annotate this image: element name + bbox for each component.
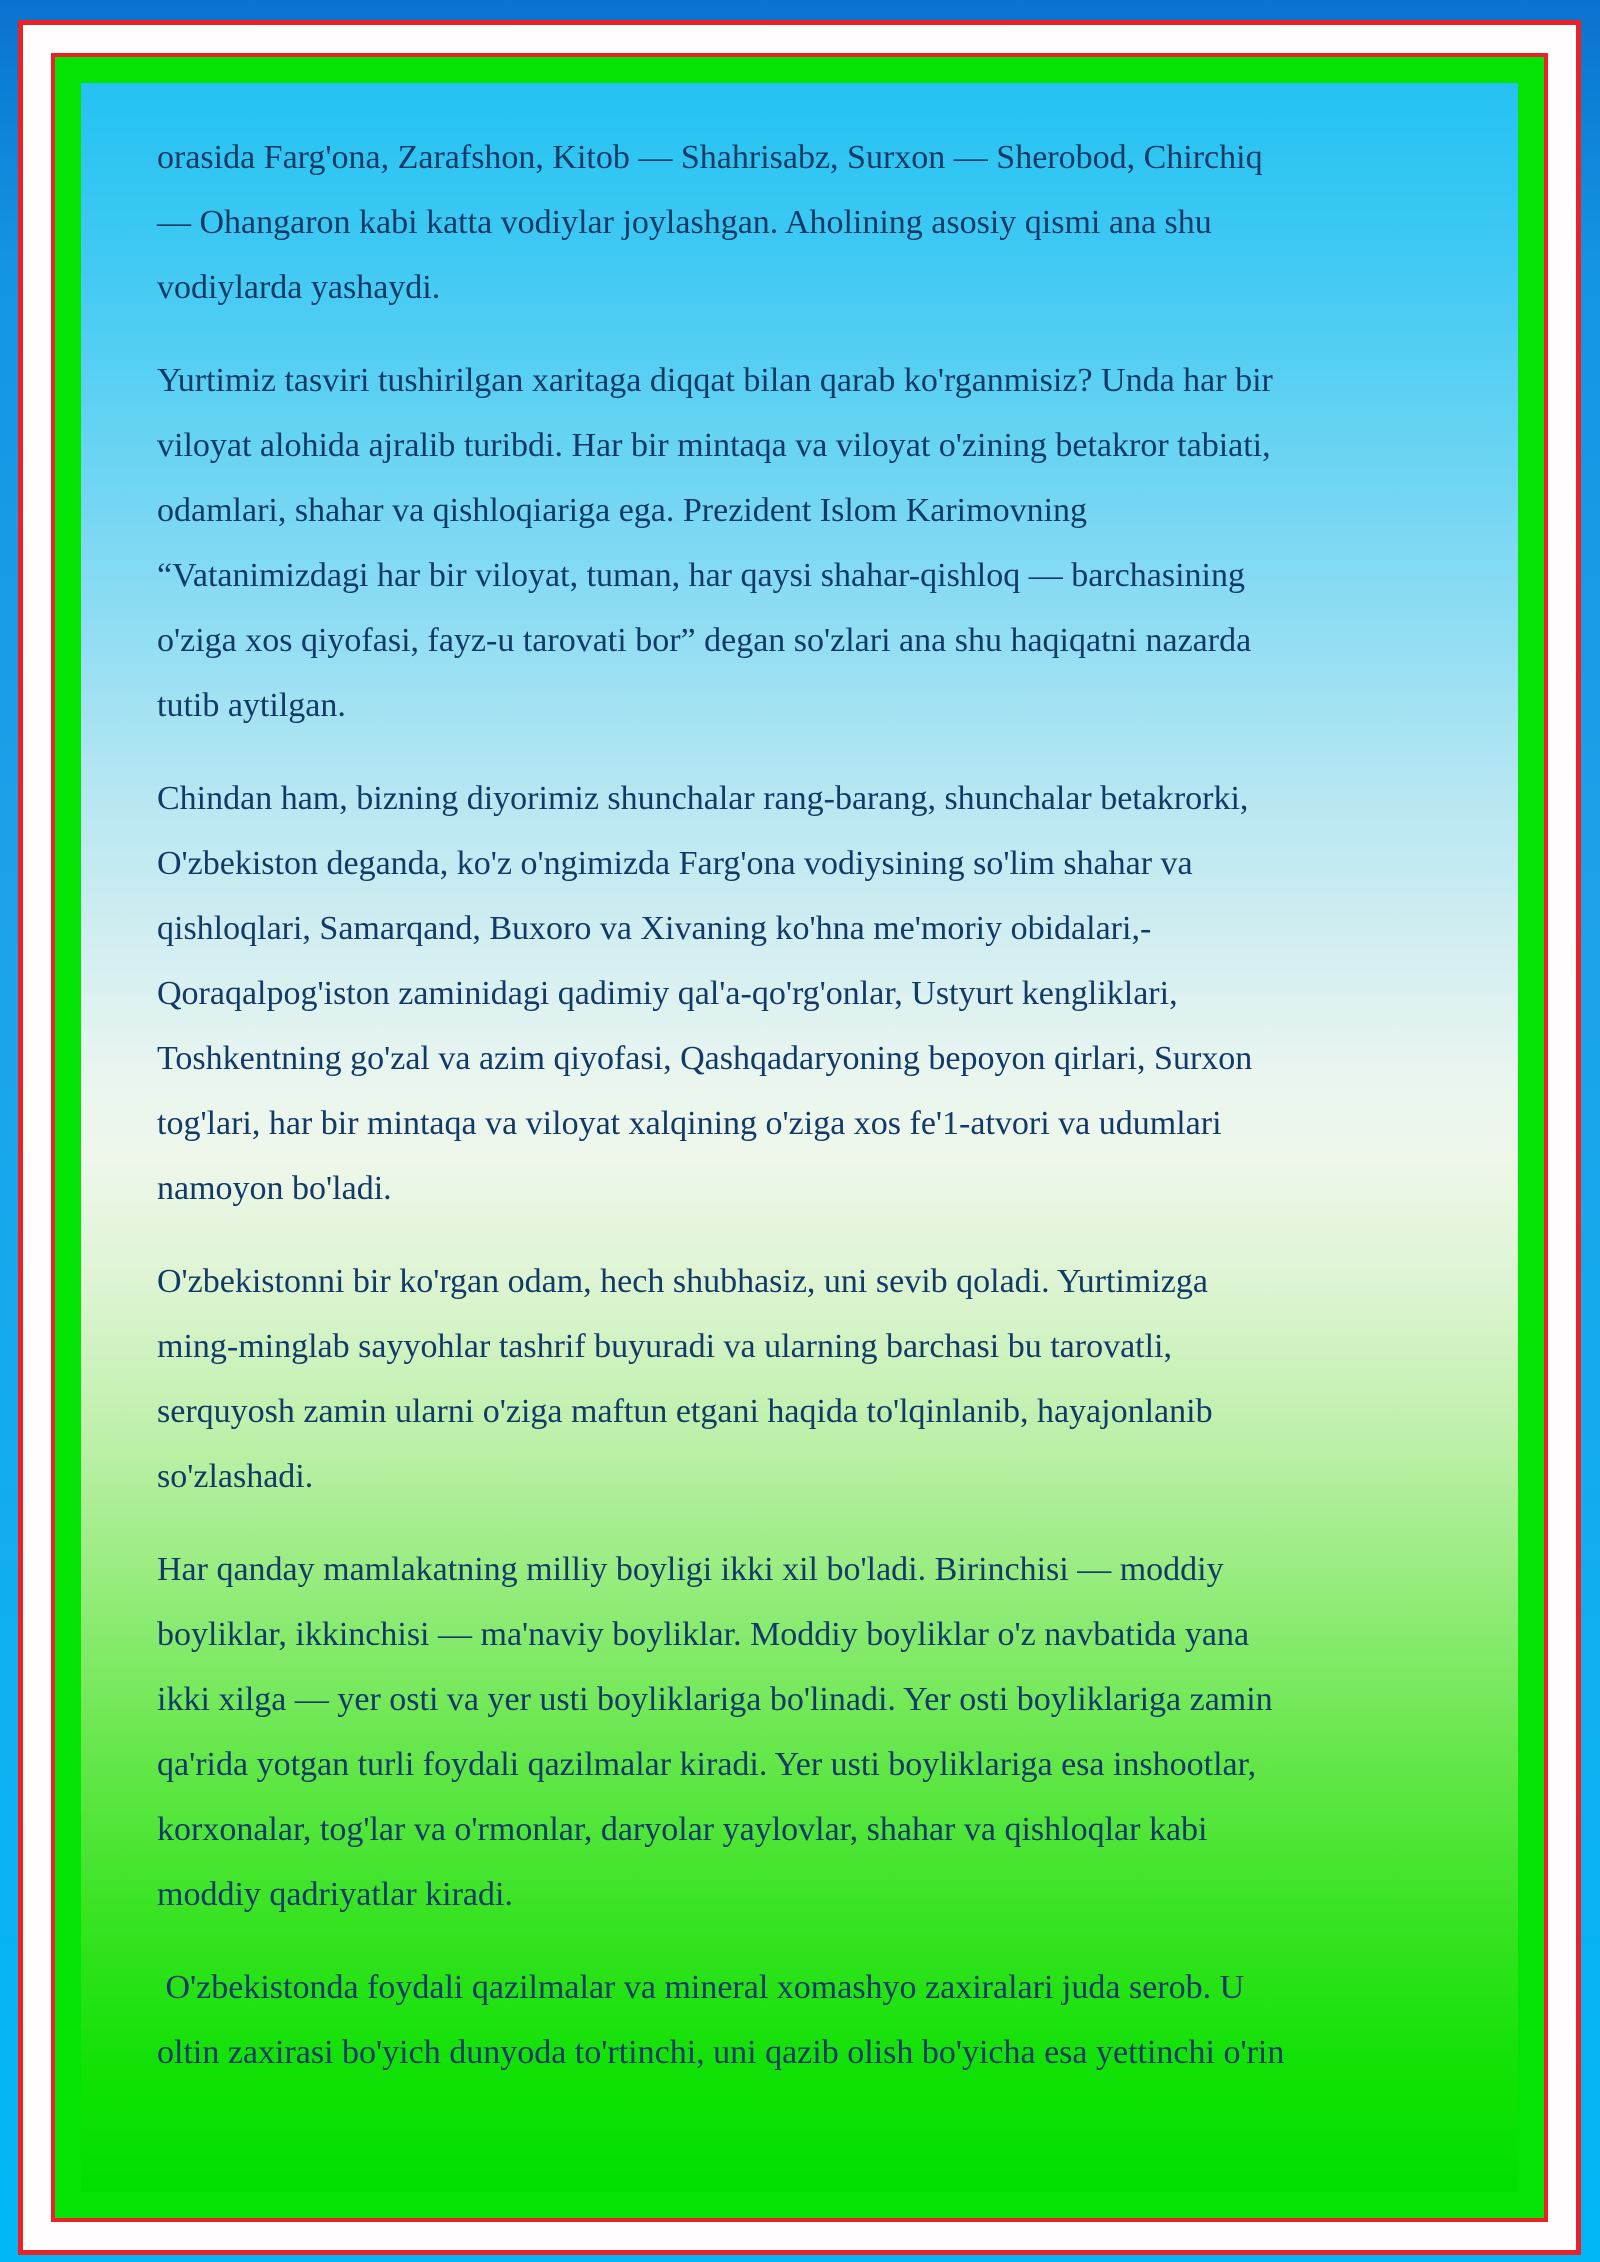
white-frame <box>18 20 1581 2255</box>
text-line: — Ohangaron kabi katta vodiylar joylashgan. Aholining asosiy qismi ana shu <box>157 204 1212 241</box>
text-line: odamlari, shahar va qishloqiariga ega. Prezident Islom Karimovning <box>157 492 1088 529</box>
text-line: qishloqlari, Samarqand, Buxoro va Xivaning ko'hna me'moriy obidalari,- <box>157 910 1152 947</box>
paragraphs-container <box>157 125 1466 2085</box>
text-line: Toshkentning go'zal va azim qiyofasi, Qashqadaryoning bepoyon qirlari, Surxon <box>157 1040 1253 1077</box>
text-line: viloyat alohida ajralib turibdi. Har bir mintaqa va viloyat o'zining betakror tabiati, <box>157 427 1271 464</box>
text-line: Har qanday mamlakatning milliy boyligi ikki xil bo'ladi. Birinchisi — moddiy <box>157 1551 1224 1588</box>
paragraph <box>157 1249 1466 1509</box>
text-line: Chindan ham, bizning diyorimiz shunchalar rang-barang, shunchalar betakrorki, <box>157 780 1249 817</box>
text-line: O'zbekistonda foydali qazilmalar va mineral xomashyo zaxiralari juda serob. U <box>157 1969 1245 2006</box>
text-line: oltin zaxirasi bo'yich dunyoda to'rtinchi, uni qazib olish bo'yicha esa yettinchi o'rin <box>157 2034 1285 2071</box>
text-line: tog'lari, har bir mintaqa va viloyat xalqining o'ziga xos fe'1-atvori va udumlari <box>157 1105 1222 1142</box>
text-line: qa'rida yotgan turli foydali qazilmalar kiradi. Yer usti boyliklariga esa inshootlar, <box>157 1746 1257 1783</box>
text-line: ikki xilga — yer osti va yer usti boyliklariga bo'linadi. Yer osti boyliklariga zamin <box>157 1681 1273 1718</box>
paragraph <box>157 125 1466 320</box>
text-line: Yurtimiz tasviri tushirilgan xaritaga diqqat bilan qarab ko'rganmisiz? Unda har bir <box>157 362 1273 399</box>
text-line: ming-minglab sayyohlar tashrif buyuradi va ularning barchasi bu tarovatli, <box>157 1328 1173 1365</box>
paragraph <box>157 1537 1466 1927</box>
text-line: “Vatanimizdagi har bir viloyat, tuman, har qaysi shahar-qishloq — barchasining <box>157 557 1245 594</box>
text-line: O'zbekistonni bir ko'rgan odam, hech shubhasiz, uni sevib qoladi. Yurtimizga <box>157 1263 1208 1300</box>
paragraph <box>157 348 1466 738</box>
text-line: korxonalar, tog'lar va o'rmonlar, daryolar yaylovlar, shahar va qishloqlar kabi <box>157 1811 1208 1848</box>
text-line: moddiy qadriyatlar kiradi. <box>157 1876 513 1913</box>
paragraph <box>157 766 1466 1221</box>
paragraph <box>157 1955 1466 2085</box>
text-line: vodiylarda yashaydi. <box>157 269 441 306</box>
text-line: o'ziga xos qiyofasi, fayz-u tarovati bor” degan so'zlari ana shu haqiqatni nazarda <box>157 622 1252 659</box>
text-line: so'zlashadi. <box>157 1458 314 1495</box>
green-frame <box>51 53 1548 2222</box>
text-line: tutib aytilgan. <box>157 687 346 724</box>
text-line: O'zbekiston deganda, ko'z o'ngimizda Farg'ona vodiysining so'lim shahar va <box>157 845 1193 882</box>
text-line: namoyon bo'ladi. <box>157 1170 392 1207</box>
text-line: boyliklar, ikkinchisi — ma'naviy boyliklar. Moddiy boyliklar o'z navbatida yana <box>157 1616 1250 1653</box>
text-line: serquyosh zamin ularni o'ziga maftun etgani haqida to'lqinlanib, hayajonlanib <box>157 1393 1213 1430</box>
text-page-background <box>81 83 1518 2192</box>
text-line: orasida Farg'ona, Zarafshon, Kitob — Shahrisabz, Surxon — Sherobod, Chirchiq <box>157 139 1263 176</box>
text-line: Qoraqalpog'iston zaminidagi qadimiy qal'a-qo'rg'onlar, Ustyurt kengliklari, <box>157 975 1178 1012</box>
